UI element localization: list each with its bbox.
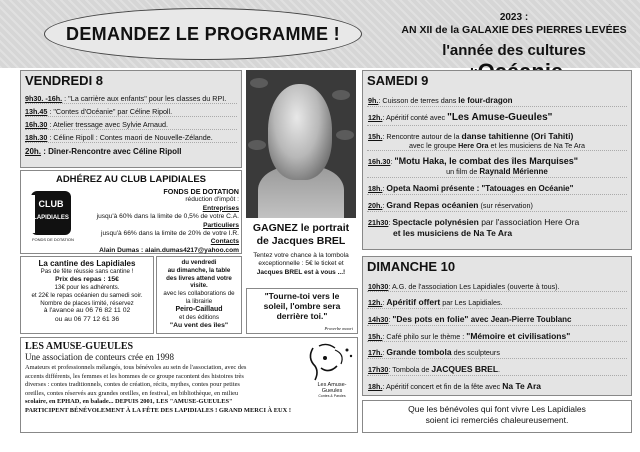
list-item: 21h30: Spectacle polynésien par l'association Here Ora [368,217,580,227]
cantine-line: Prix des repas : 15€ [55,275,119,283]
svg-text:LAPIDIALES: LAPIDIALES [33,215,69,221]
storyteller-face-icon [305,342,355,386]
librairie-section [156,256,242,334]
list-item: 10h30: A.G. de l'association Les Lapidiales (ouverte à tous). [368,282,560,291]
librairie-name: Peiro-Caillaud [175,305,223,313]
tombola-line: Tentez votre chance à la tombola [253,252,349,259]
particuliers-label: Particuliers [203,221,239,229]
club-reduction: réduction d'impôt : [185,196,239,204]
thanks-line: soient ici remerciés chaleureusement. [425,415,569,426]
librairie-line: et des éditions [179,314,219,322]
list-item: 12h.: Apéritif conté avec "Les Amuse-Gueules" [368,112,553,123]
amuse-title: LES AMUSE-GUEULES [25,341,134,352]
list-item: 15h.: Café philo sur le thème : "Mémoire et civilisations" [368,330,571,341]
vendredi-section [20,70,242,168]
gagnez-text: GAGNEZ le portrait [252,222,350,234]
amuse-logo [305,342,355,400]
list-item: 17h.: Grande tombola des sculpteurs [368,347,500,358]
entreprises-text: jusqu'à 60% dans la limite de 0,5% de votre C.A. [96,213,239,221]
quote-line: derrière toi." [276,311,328,322]
list-item: 12h.: Apéritif offert par Les Lapidiales. [368,297,503,307]
cantine-line: Nombre de places limité, réservez [40,299,134,307]
list-item: 14h30: "Des pots en folie" avec Jean-Pierre Toublanc [368,313,572,324]
samedi-title: SAMEDI 9 [367,73,429,88]
cantine-line: Pas de fête réussie sans cantine ! [40,268,134,275]
dimanche-title: DIMANCHE 10 [367,259,456,274]
cantine-line: et 22€ le repas océanien du samedi soir. [31,291,143,299]
librairie-line: visite. [190,282,208,290]
list-item: 9h30. -16h. : "La carrière aux enfants" pour les classes du RPI. [25,94,227,103]
list-item: un film de Raynald Mérienne [446,167,548,177]
cantine-section [20,256,154,334]
entreprises-label: Entreprises [202,204,239,212]
amuse-subtitle: Une association de conteurs crée en 1998 [25,352,174,362]
list-item: avec le groupe Here Ora et les musiciens de Na Te Ara [408,141,586,151]
svg-text:CLUB: CLUB [38,199,64,209]
club-logo [25,187,75,245]
dimanche-section [362,256,632,396]
amuse-line: diverses : contes traditionnels, contes de création, récits, mythes, contes pour petites [25,381,240,389]
cantine-phone: ou au 06 77 12 61 36 [54,315,120,323]
amuse-line: accents différents, les femmes et les hommes de ce groupe racontent des histoires très [25,372,244,380]
list-item: 18h.: Opeta Naomi présente : "Tatouages en Océanie" [368,183,574,194]
list-item: 16h.30 : Atelier tressage avec Sylvie Arnaud. [25,120,169,129]
list-item: 20h. : Dîner-Rencontre avec Céline Ripoll [25,147,182,156]
thanks-line: Que les bénévoles qui font vivre Les Lapidiales [408,404,586,414]
cantine-phone: à l'avance au 06 76 82 11 02 [43,307,131,315]
librairie-line: du vendredi [181,259,217,266]
club-section [20,170,242,254]
contact-email: Alain Dumas : alain.dumas4217@yahoo.com [99,246,239,254]
amuse-gueules-section [20,337,358,433]
samedi-section [362,70,632,250]
amuse-line: scolaire, en EPHAD, en balade... DEPUIS 2001, LES "AMUSE-GUEULES" [25,398,233,406]
portrait-caption [244,222,358,247]
maori-quote [246,288,358,334]
list-item: 20h.: Grand Repas océanien (sur réservation) [368,200,533,211]
librairie-line: des livres attend votre [166,274,232,282]
list-item: 15h.: Rencontre autour de la danse tahitienne (Ori Tahiti) [368,130,574,141]
librairie-line: au dimanche, la table [167,266,231,274]
list-item: 13h.45 : "Contes d'Océanie" par Céline Ripoll. [25,107,173,116]
cantine-line: 13€ pour les adhérents. [54,284,120,292]
list-item: 17h30: Tombola de JACQUES BREL. [368,363,501,374]
list-item: 18h.30 : Céline Ripoll : Contes maori de Nouvelle-Zélande. [25,133,213,142]
quote-line: "Tourne-toi vers le [264,291,340,301]
brel-portrait-image [246,70,356,218]
librairie-line: avec les collaborations de [163,290,235,297]
tombola-info [242,252,360,277]
amuse-logo-text: Les Amuse-Gueules [317,382,347,395]
portrait-name: de Jacques BREL [256,234,346,247]
list-item: 18h.: Apéritif concert et fin de la fête avec Na Te Ara [368,380,541,391]
publisher-name: "Au vent des îles" [169,322,229,329]
banner-title: DEMANDEZ LE PROGRAMME ! [66,23,340,44]
list-item: et les musiciens de Na Te Ara [393,227,513,238]
contacts-label: Contacts [210,238,239,246]
tombola-line: Jacques BREL est à vous ...! [256,268,346,276]
cantine-title: La cantine des Lapidiales [38,259,136,268]
amuse-logo-sub: Contes & Paroles [318,394,346,398]
club-fonds: FONDS DE DOTATION [163,187,239,196]
quote-author: Proverbe maori [324,325,353,331]
club-details [79,187,239,255]
program-banner [44,8,362,60]
edition-subtitle: AN XII de la GALAXIE DES PIERRES LEVÉES [401,24,627,36]
particuliers-text: jusqu'à 66% dans la limite de 20% de votre I.R. [101,229,239,237]
year: 2023 : [499,12,529,23]
list-item: 9h.: Cuisson de terres dans le four-dragon [368,96,513,105]
librairie-line: la librairie [185,297,213,305]
tombola-line: exceptionnelle : 5€ le ticket et [258,260,344,268]
theme-prefix: l'année des cultures [442,42,586,59]
club-logo-caption: FONDS DE DOTATION [32,237,74,242]
volunteer-thanks [362,400,632,433]
list-item: 16h.30: "Motu Haka, le combat des îles Marquises" [368,156,578,167]
amuse-line: Amateurs et professionnels mélangés, tous bénévoles au sein de l'association, avec des [25,364,247,371]
club-title: ADHÉREZ AU CLUB LAPIDIALES [55,174,207,185]
quote-line: soleil, l'ombre sera [263,301,341,312]
amuse-line: oreilles, contes réservés aux grandes oreilles, en festival, en bibliothèque, en milieu [25,389,239,397]
amuse-line: PARTICIPENT BÉNÉVOLEMENT À LA FÊTE DES LAPIDIALES ! GRAND MERCI À EUX ! [25,406,291,414]
vendredi-title: VENDREDI 8 [25,73,104,88]
